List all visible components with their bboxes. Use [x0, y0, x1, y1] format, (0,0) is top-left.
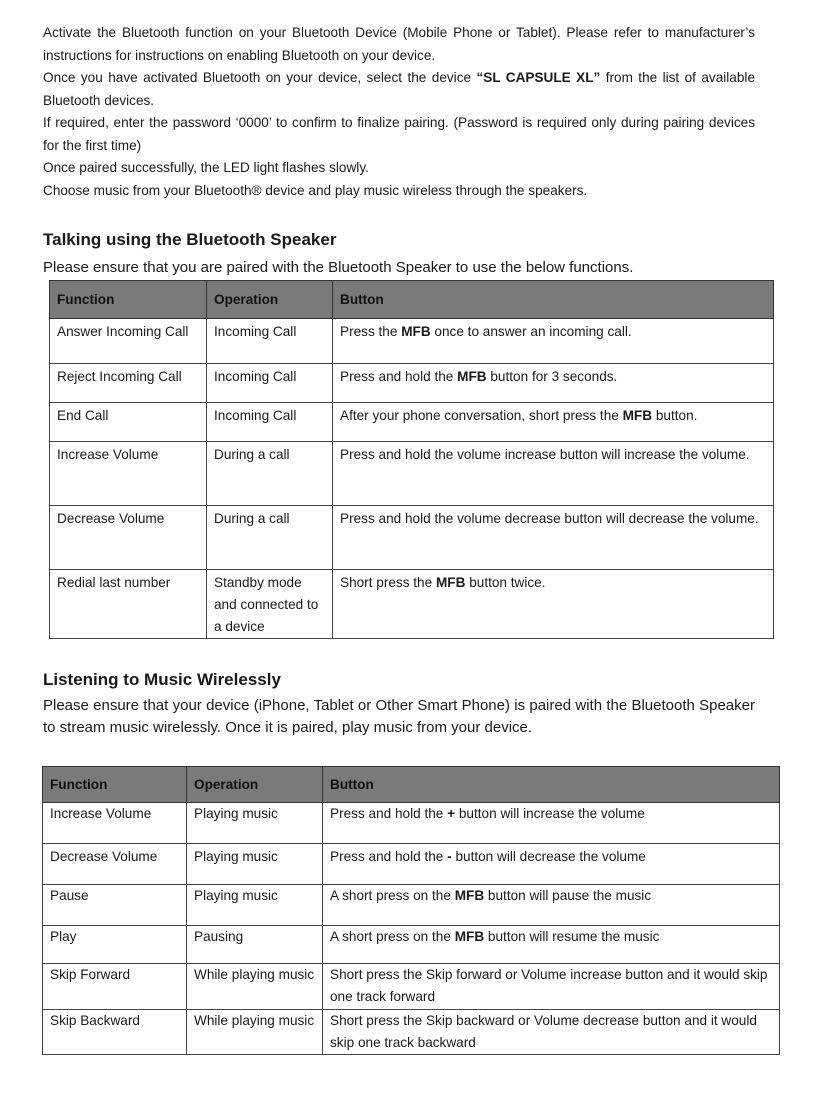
table-row	[50, 442, 774, 506]
bold-term: MFB	[454, 929, 485, 944]
cell-function: Answer Incoming Call	[50, 319, 207, 364]
cell-function: Increase Volume	[50, 442, 207, 506]
cell-function: Decrease Volume	[50, 506, 207, 570]
cell-operation: While playing music	[187, 1010, 323, 1055]
cell-function: Skip Backward	[43, 1010, 187, 1055]
table-header-row	[43, 767, 780, 803]
table-row	[43, 926, 780, 964]
cell-operation: Standby mode and connected to a device	[207, 570, 333, 639]
music-table	[42, 766, 780, 1055]
cell-button: Press and hold the + button will increase the volume	[323, 803, 780, 844]
talking-lead: Please ensure that you are paired with the Bluetooth Speaker to use the below functions.	[43, 259, 634, 276]
cell-operation: While playing music	[187, 964, 323, 1010]
bold-term: -	[447, 849, 452, 864]
intro-paragraph: Activate the Bluetooth function on your Bluetooth Device (Mobile Phone or Tablet). Please refer to manufacturer’s instructions for instructions on enabling Bluetooth on your device.	[43, 25, 755, 63]
bold-term: “SL CAPSULE XL”	[476, 70, 601, 85]
cell-button: Short press the MFB button twice.	[333, 570, 774, 639]
cell-function: Play	[43, 926, 187, 964]
music-lead: Please ensure that your device (iPhone, Tablet or Other Smart Phone) is paired with the Bluetooth Speaker to stream music wirelessly. Once it is paired, play music from your device.	[43, 697, 755, 736]
column-header-operation: Operation	[207, 281, 333, 319]
cell-function: Reject Incoming Call	[50, 364, 207, 403]
cell-function: Decrease Volume	[43, 844, 187, 885]
cell-button: A short press on the MFB button will resume the music	[323, 926, 780, 964]
bold-term: MFB	[454, 888, 485, 903]
cell-function: Increase Volume	[43, 803, 187, 844]
music-heading: Listening to Music Wirelessly	[43, 670, 281, 689]
column-header-operation: Operation	[187, 767, 323, 803]
table-header-row	[50, 281, 774, 319]
cell-operation: During a call	[207, 506, 333, 570]
cell-function: Pause	[43, 885, 187, 926]
bold-term: MFB	[457, 369, 487, 384]
column-header-function: Function	[43, 767, 187, 803]
cell-button: After your phone conversation, short press the MFB button.	[333, 403, 774, 442]
talking-heading: Talking using the Bluetooth Speaker	[43, 230, 337, 249]
cell-operation: Playing music	[187, 885, 323, 926]
cell-button: Press and hold the volume increase button will increase the volume.	[333, 442, 774, 506]
cell-button: Press and hold the MFB button for 3 seconds.	[333, 364, 774, 403]
intro-paragraph: Choose music from your Bluetooth® device and play music wireless through the speakers.	[43, 182, 588, 198]
cell-operation: Incoming Call	[207, 364, 333, 403]
table-row	[50, 506, 774, 570]
cell-operation: Pausing	[187, 926, 323, 964]
cell-button: Short press the Skip forward or Volume increase button and it would skip one track forward	[323, 964, 780, 1010]
table-row	[43, 1010, 780, 1055]
talking-table	[49, 280, 774, 639]
intro-paragraph: Once paired successfully, the LED light flashes slowly.	[43, 160, 369, 175]
cell-operation: During a call	[207, 442, 333, 506]
cell-function: Redial last number	[50, 570, 207, 639]
cell-operation: Playing music	[187, 803, 323, 844]
cell-button: Press the MFB once to answer an incoming call.	[333, 319, 774, 364]
cell-operation: Incoming Call	[207, 319, 333, 364]
bold-term: MFB	[401, 324, 431, 339]
column-header-button: Button	[323, 767, 780, 803]
cell-operation: Incoming Call	[207, 403, 333, 442]
table-row	[43, 803, 780, 844]
table-row	[50, 364, 774, 403]
intro-paragraph: Once you have activated Bluetooth on your device, select the device “SL CAPSULE XL” from the list of available Bluetooth devices.	[43, 70, 755, 108]
table-row	[50, 319, 774, 364]
cell-function: End Call	[50, 403, 207, 442]
table-row	[43, 844, 780, 885]
cell-button: Press and hold the volume decrease button will decrease the volume.	[333, 506, 774, 570]
cell-operation: Playing music	[187, 844, 323, 885]
cell-button: Press and hold the - button will decrease the volume	[323, 844, 780, 885]
cell-button: Short press the Skip backward or Volume decrease button and it would skip one track backward	[323, 1010, 780, 1055]
bold-term: MFB	[622, 408, 653, 423]
table-row	[50, 403, 774, 442]
cell-function: Skip Forward	[43, 964, 187, 1010]
table-row	[43, 964, 780, 1010]
intro-instructions	[43, 22, 755, 202]
table-row	[50, 570, 774, 639]
bold-term: MFB	[435, 575, 466, 590]
cell-button: A short press on the MFB button will pause the music	[323, 885, 780, 926]
table-row	[43, 885, 780, 926]
bold-term: +	[447, 806, 456, 821]
column-header-function: Function	[50, 281, 207, 319]
column-header-button: Button	[333, 281, 774, 319]
intro-paragraph: If required, enter the password ‘0000’ to confirm to finalize pairing. (Password is required only during pairing devices for the first time)	[43, 115, 755, 153]
